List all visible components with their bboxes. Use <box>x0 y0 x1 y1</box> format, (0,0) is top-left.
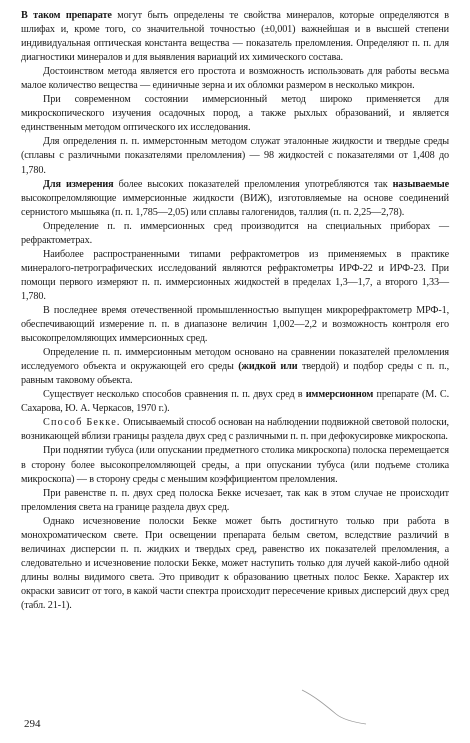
paragraph <box>21 304 449 346</box>
text-run: Определение п. п. иммерсионных сред производится на специальных приборах — рефрактометрах. <box>21 220 449 246</box>
scan-mark <box>300 688 370 728</box>
paragraph <box>21 346 449 388</box>
bold-text: (жидкой или <box>238 361 298 373</box>
page-number: 294 <box>24 718 41 730</box>
text-run: Однако исчезновение полоски Бекке может быть достигнуто только при работа в монохроматическом свете. При освещении препарата белым светом, вследствие различий в величинах дисперсии п. п. жидких и твердых сред, равенство их показателей преломления, а следовательно и исчезновение полоски Бекке, может наступить только для лучей какой-либо одной длины волны видимого света. Это приводит к образованию цветных полос Бекке. Характер их окраски зависит от того, в какой части спектра происходит пересечение кривых дисперсий двух сред (табл. 21-1). <box>21 515 449 611</box>
text-run: Существует несколько способов сравнения п. п. двух сред в <box>43 389 306 401</box>
bold-text: иммерсионном <box>305 389 374 401</box>
paragraph <box>21 178 449 220</box>
text-run: При современном состоянии иммерсионный метод широко применяется для микроскопического изучения осадочных пород, а также рыхлых образований, и является единственным методом оптического их исследования. <box>21 94 449 134</box>
text-run: могут быть определены те свойства минералов, которые определяются в шлифах и, кроме того, со значительной точностью (±0,001) важнейшая и в высшей степени индивидуальная оптическая константа вещества — показатель преломления. Определяют п. п. для диагностики минералов и для выявления вариаций их химического состава. <box>21 10 449 64</box>
paragraph <box>21 416 449 444</box>
paragraph <box>21 135 449 177</box>
text-run: Для определения п. п. иммерстонным методом служат эталонные жидкости и твердые среды (сплавы с различными показателями преломления) — 98 жидкостей с показателями от 1,408 до 1,780. <box>21 136 449 176</box>
text-run: При поднятии тубуса (или опускании предметного столика микроскопа) полоска перемещается в сторону более высокопреломляющей среды, а при опускании тубуса (или подъеме столика микроскопа) — в сторону среды с меньшим коэффициентом преломления. <box>21 445 449 485</box>
text-run: В последнее время отечественной промышленностью выпущен микрорефрактометр МРФ-1, обеспечивающий измерение п. п. в диапазоне величин 1,002—2,2 и возможность контроля его высокопреломляющих иммерсионных сред. <box>21 304 449 345</box>
bold-text: В таком препарате <box>21 10 112 21</box>
paragraph <box>21 487 449 515</box>
paragraph <box>21 515 449 613</box>
paragraph <box>21 65 449 93</box>
text-run: Достоинством метода является его простота и возможность использовать для работы весьма малое количество вещества — единичные зерна и их обломки размером в несколько микрон. <box>21 66 449 92</box>
text-run: твердой) и подбор среды с п. п., равным таковому объекта. <box>21 361 450 387</box>
page-text <box>21 9 449 613</box>
paragraph <box>21 220 449 248</box>
paragraph <box>21 9 449 65</box>
text-run: высокопреломляющие иммерсионные жидкости (ВИЖ), изготовляемые на основе соединений сернистого мышьяка (п. п. 1,785—2,05) или сплавы галогенидов, таллия (п. п. 2,25—2,78). <box>21 192 449 218</box>
paragraph <box>21 248 449 304</box>
text-run: Определение п. п. иммерсионным методом основано на сравнении показателей преломления исследуемого объекта и окружающей его среды <box>21 347 449 373</box>
paragraph <box>21 93 449 135</box>
spaced-heading: Способ Бекке. <box>43 417 121 429</box>
text-run: препарате (М. С. Сахарова, Ю. А. Черкасов, 1970 г.). <box>21 389 450 415</box>
bold-text: называемые <box>392 178 449 190</box>
paragraph <box>21 388 449 416</box>
text-run: Описываемый способ основан на наблюдении подвижной световой полоски, возникающей вблизи границы раздела двух сред с различными п. п. при дефокусировке микроскопа. <box>21 417 449 443</box>
paragraph <box>21 444 449 486</box>
text-run: более высоких показателей преломления употребляются так <box>113 178 393 190</box>
bold-text: Для измерения <box>43 178 114 190</box>
text-run: При равенстве п. п. двух сред полоска Бекке исчезает, так как в этом случае не происходит преломления света на границе раздела двух сред. <box>21 487 449 513</box>
text-run: Наиболее распространенными типами рефрактометров из применяемых в практике минералого-петрографических исследований являются рефрактометры ИРФ-22 и ИРФ-23. При помощи первого измеряют п. п. иммерсионных жидкостей в пределах 1,3—1,7, а второго 1,33—1,780. <box>21 248 449 302</box>
